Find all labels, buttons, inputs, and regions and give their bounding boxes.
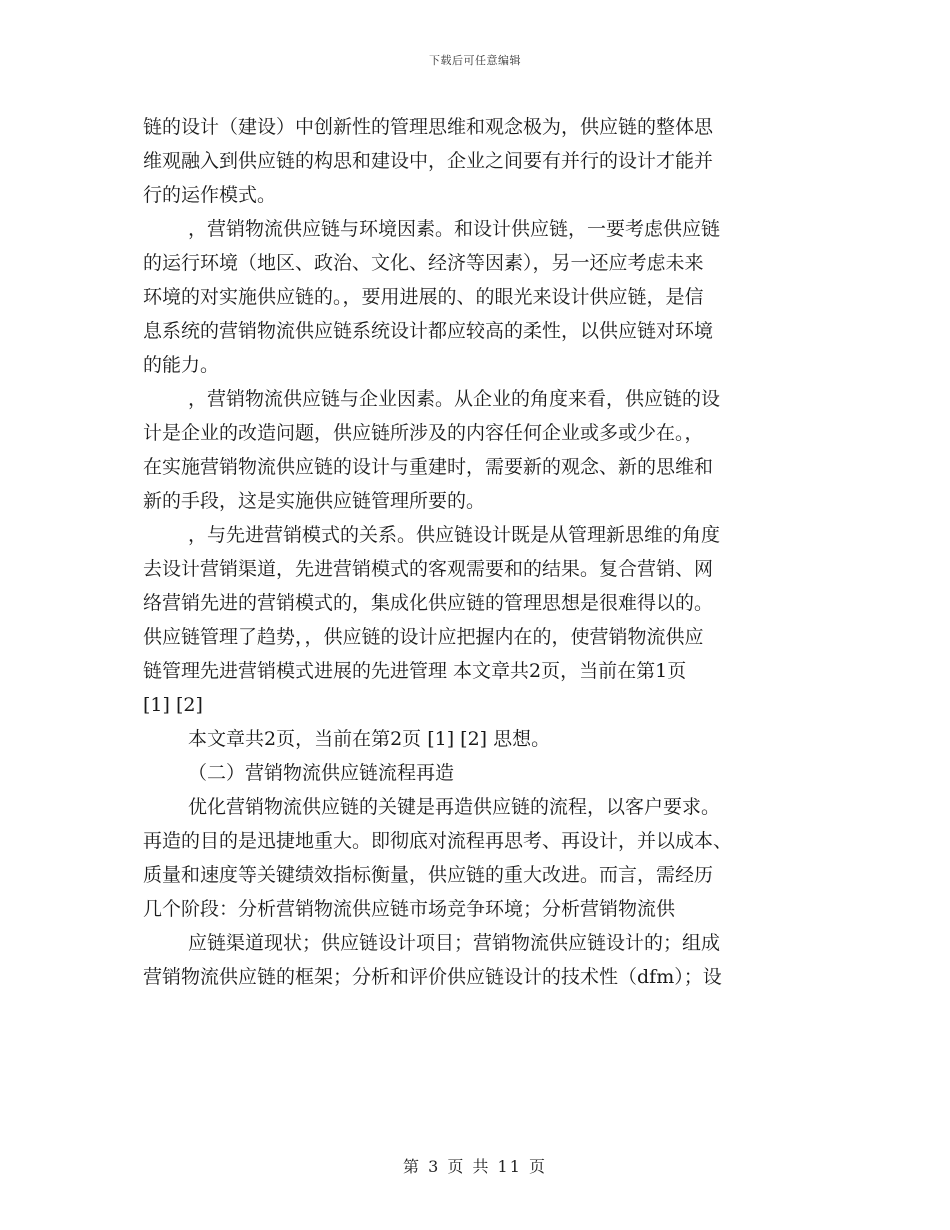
text-line: 应链渠道现状；供应链设计项目；营销物流供应链设计的；组成 xyxy=(188,932,721,954)
text-line: 质量和速度等关键绩效指标衡量，供应链的重大改进。而言，需经历 xyxy=(143,864,714,886)
text-line: 维观融入到供应链的构思和建设中，企业之间要有并行的设计才能并 xyxy=(143,150,714,172)
text-line: 去设计营销渠道，先进营销模式的客观需要和的结果。复合营销、网 xyxy=(143,558,714,580)
text-line: 的运行环境（地区、政治、文化、经济等因素），另一还应考虑未来 xyxy=(143,252,704,274)
text-line: 络营销先进的营销模式的，集成化供应链的管理思想是很难得以的。 xyxy=(143,592,714,614)
text-line: 几个阶段：分析营销物流供应链市场竞争环境；分析营销物流供 xyxy=(143,898,676,920)
page-footer: 第 3 页 共 11 页 xyxy=(403,1157,547,1176)
text-line: 的能力。 xyxy=(143,354,220,376)
text-line: 链管理先进营销模式进展的先进管理 本文章共2页，当前在第1页 xyxy=(143,660,687,682)
text-line: 供应链管理了趋势，，供应链的设计应把握内在的，使营销物流供应 xyxy=(143,626,704,648)
text-line: ，营销物流供应链与环境因素。和设计供应链，一要考虑供应链 xyxy=(188,218,721,240)
text-line: 息系统的营销物流供应链系统设计都应较高的柔性，以供应链对环境 xyxy=(143,320,714,342)
text-line: 链的设计（建设）中创新性的管理思维和观念极为，供应链的整体思 xyxy=(143,116,714,138)
page-header: 下载后可任意编辑 xyxy=(429,54,521,67)
text-line: 在实施营销物流供应链的设计与重建时，需要新的观念、新的思维和 xyxy=(143,456,714,478)
document-body xyxy=(143,110,803,994)
text-line: （二）营销物流供应链流程再造 xyxy=(188,762,455,784)
text-line: 行的运作模式。 xyxy=(143,184,277,206)
text-line: ，与先进营销模式的关系。供应链设计既是从管理新思维的角度 xyxy=(188,524,721,546)
text-line: 再造的目的是迅捷地重大。即彻底对流程再思考、再设计，并以成本、 xyxy=(143,830,733,852)
text-line: 环境的对实施供应链的。，要用进展的、的眼光来设计供应链，是信 xyxy=(143,286,704,308)
text-line: 新的手段，这是实施供应链管理所要的。 xyxy=(143,490,486,512)
text-line: [1] [2] xyxy=(143,694,203,716)
text-line: ，营销物流供应链与企业因素。从企业的角度来看，供应链的设 xyxy=(188,388,721,410)
text-line: 本文章共2页，当前在第2页 [1] [2] 思想。 xyxy=(188,728,551,750)
text-line: 计是企业的改造问题，供应链所涉及的内容任何企业或多或少在。， xyxy=(143,422,704,444)
text-line: 优化营销物流供应链的关键是再造供应链的流程，以客户要求。 xyxy=(188,796,721,818)
text-line: 营销物流供应链的框架；分析和评价供应链设计的技术性（dfm）；设 xyxy=(143,966,722,988)
